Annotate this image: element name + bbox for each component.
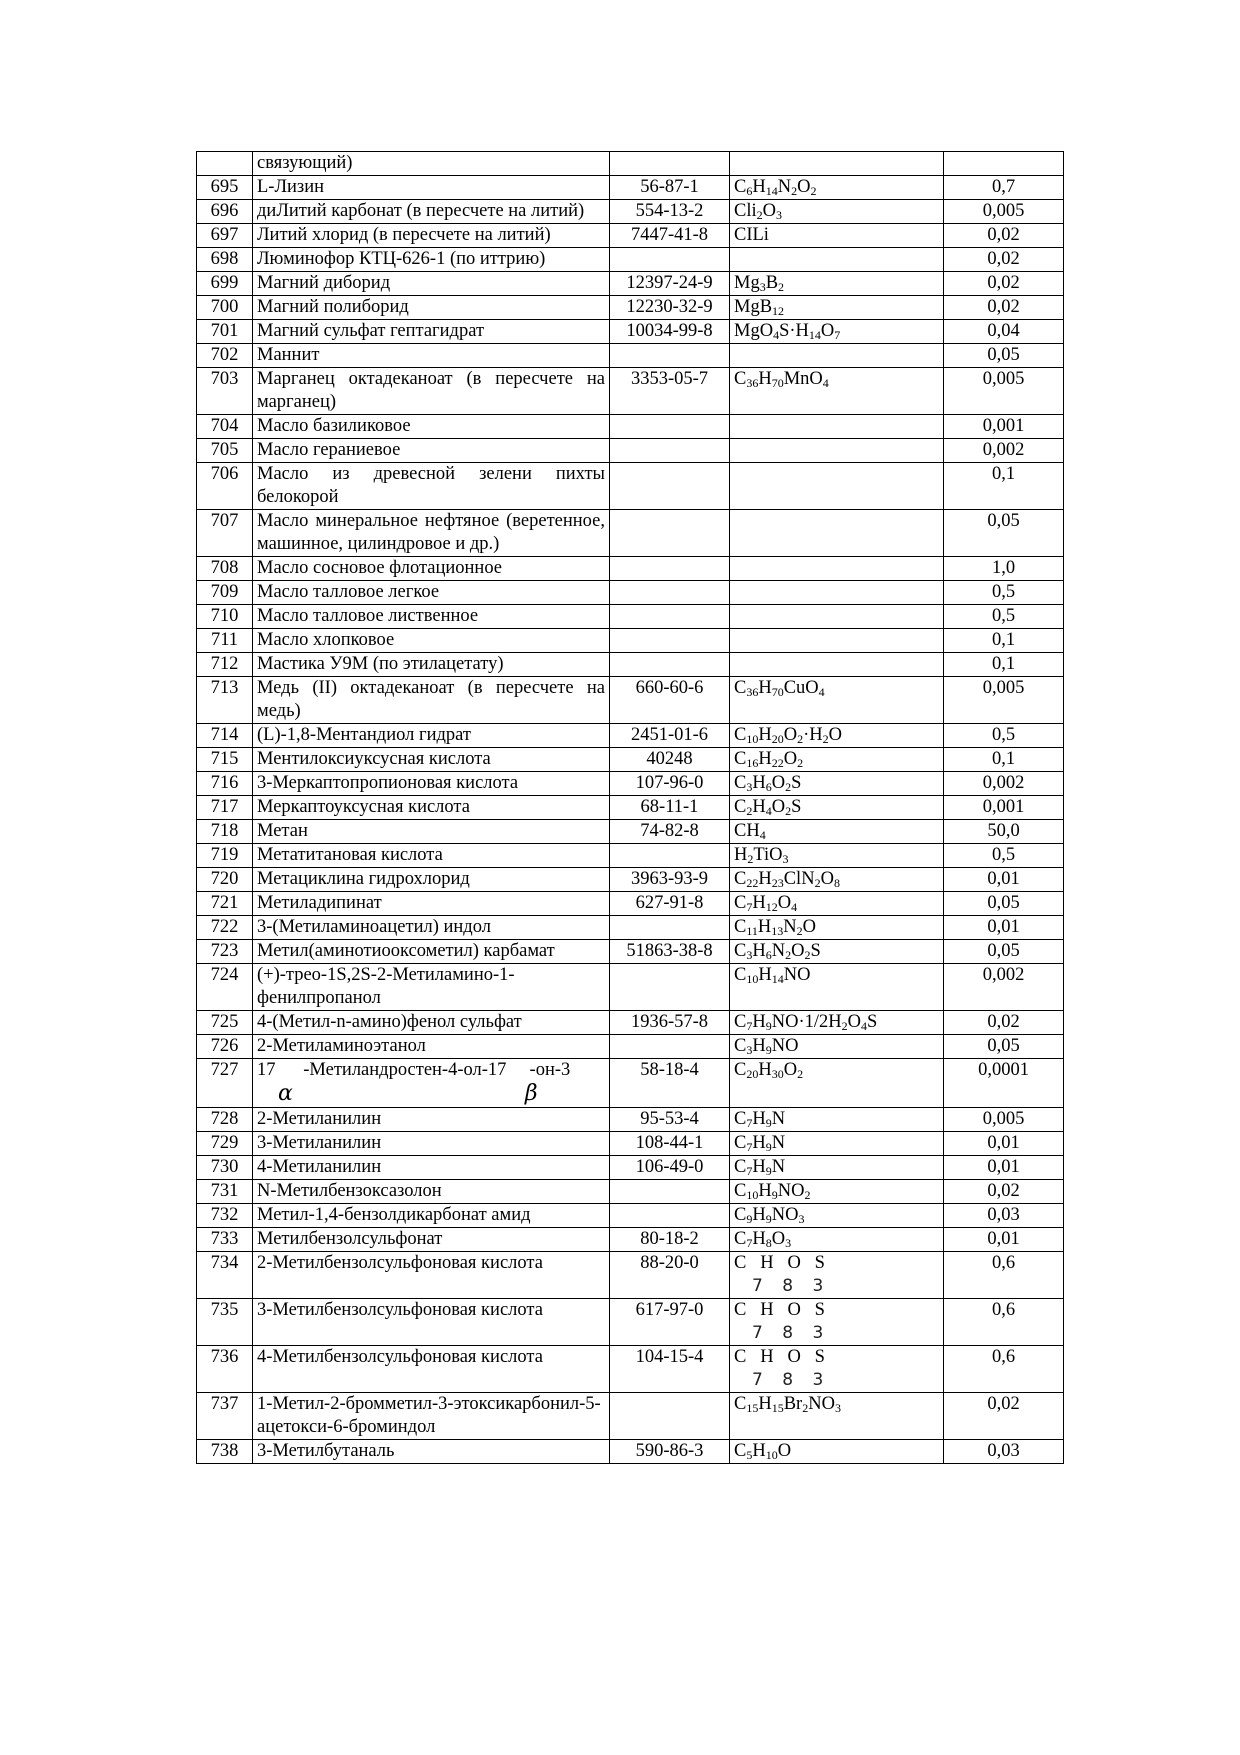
substance-name: L-Лизин <box>253 176 610 200</box>
substance-name: связующий) <box>253 152 610 176</box>
chemical-formula: $C_{10}H_{20}O_2\cdot H_2O$ <box>730 724 944 748</box>
table-row <box>197 605 1064 629</box>
cas-number <box>610 964 730 1011</box>
row-number: 718 <box>197 820 253 844</box>
substance-name: Медь (II) октадеканоат (в пересчете на медь) <box>253 677 610 724</box>
chemical-formula: C H O S 7 8 3 <box>730 1299 944 1346</box>
limit-value: 0,02 <box>944 248 1064 272</box>
limit-value: 0,01 <box>944 916 1064 940</box>
substance-name: (+)-трео-1S,2S-2-Метиламино-1-фенилпропанол <box>253 964 610 1011</box>
cas-number: 627-91-8 <box>610 892 730 916</box>
table-row <box>197 868 1064 892</box>
cas-number <box>610 1393 730 1440</box>
cas-number: 12397-24-9 <box>610 272 730 296</box>
chemical-formula <box>730 629 944 653</box>
row-number: 710 <box>197 605 253 629</box>
table-row <box>197 1440 1064 1464</box>
chemical-formula: C H O S 7 8 3 <box>730 1252 944 1299</box>
cas-number: 660-60-6 <box>610 677 730 724</box>
limit-value: 0,7 <box>944 176 1064 200</box>
substance-name: Метилбензолсульфонат <box>253 1228 610 1252</box>
limit-value: 0,02 <box>944 1393 1064 1440</box>
substance-name: 2-Метиланилин <box>253 1108 610 1132</box>
cas-number: 56-87-1 <box>610 176 730 200</box>
cas-number: 10034-99-8 <box>610 320 730 344</box>
table-row <box>197 1156 1064 1180</box>
limit-value: 0,5 <box>944 724 1064 748</box>
substance-name: Метан <box>253 820 610 844</box>
chemical-formula: $C_{22}H_{23}ClN_2O_8$ <box>730 868 944 892</box>
row-number: 721 <box>197 892 253 916</box>
table-row <box>197 1132 1064 1156</box>
chemical-formula <box>730 605 944 629</box>
table-row <box>197 1035 1064 1059</box>
chemical-formula: $C_{15}H_{15}Br_2NO_3$ <box>730 1393 944 1440</box>
cas-number: 74-82-8 <box>610 820 730 844</box>
limit-value: 0,04 <box>944 320 1064 344</box>
substance-name: 4-(Метил-n-амино)фенол сульфат <box>253 1011 610 1035</box>
cas-number: 3353-05-7 <box>610 368 730 415</box>
substance-name: Метил(аминотиооксометил) карбамат <box>253 940 610 964</box>
chemical-formula <box>730 248 944 272</box>
chemical-formula: $C_3H_6O_2S$ <box>730 772 944 796</box>
substance-name: Метил-1,4-бензолдикарбонат амид <box>253 1204 610 1228</box>
limit-value: 0,02 <box>944 1180 1064 1204</box>
chemical-formula: $C_7H_9N$ <box>730 1108 944 1132</box>
chemical-formula <box>730 152 944 176</box>
substance-name: 3-Метилбутаналь <box>253 1440 610 1464</box>
chemical-formula <box>730 463 944 510</box>
limit-value: 0,1 <box>944 463 1064 510</box>
cas-number <box>610 510 730 557</box>
limit-value: 0,02 <box>944 1011 1064 1035</box>
row-number: 715 <box>197 748 253 772</box>
row-number: 697 <box>197 224 253 248</box>
cas-number <box>610 605 730 629</box>
limit-value: 0,005 <box>944 1108 1064 1132</box>
cas-number: 88-20-0 <box>610 1252 730 1299</box>
row-number: 736 <box>197 1346 253 1393</box>
row-number: 708 <box>197 557 253 581</box>
limit-value: 0,6 <box>944 1252 1064 1299</box>
substance-name: Мастика У9М (по этилацетату) <box>253 653 610 677</box>
table-row <box>197 916 1064 940</box>
substance-name: 2-Метилбензолсульфоновая кислота <box>253 1252 610 1299</box>
row-number: 706 <box>197 463 253 510</box>
chemical-formula <box>730 581 944 605</box>
table-row <box>197 748 1064 772</box>
cas-number <box>610 152 730 176</box>
row-number: 732 <box>197 1204 253 1228</box>
table-row <box>197 1204 1064 1228</box>
limit-value: 0,002 <box>944 772 1064 796</box>
table-row <box>197 1180 1064 1204</box>
substance-name: 17 -Метиландростен-4-ол-17 -он-3 α β <box>253 1059 610 1108</box>
chemical-formula: $C_{11}H_{13}N_2O$ <box>730 916 944 940</box>
row-number: 735 <box>197 1299 253 1346</box>
chemical-formula: $C_2H_4O_2S$ <box>730 796 944 820</box>
table-row <box>197 940 1064 964</box>
chemical-formula <box>730 510 944 557</box>
table-row <box>197 296 1064 320</box>
table-row <box>197 1346 1064 1393</box>
cas-number: 40248 <box>610 748 730 772</box>
table-row <box>197 964 1064 1011</box>
cas-number: 108-44-1 <box>610 1132 730 1156</box>
row-number <box>197 152 253 176</box>
limit-value: 0,1 <box>944 629 1064 653</box>
row-number: 695 <box>197 176 253 200</box>
table-row <box>197 844 1064 868</box>
limit-value: 0,5 <box>944 844 1064 868</box>
cas-number <box>610 1180 730 1204</box>
chemical-formula: $C_{36}H_{70}MnO_4$ <box>730 368 944 415</box>
table-row <box>197 344 1064 368</box>
row-number: 699 <box>197 272 253 296</box>
substance-name: Метатитановая кислота <box>253 844 610 868</box>
row-number: 737 <box>197 1393 253 1440</box>
substance-name: 1-Метил-2-бромметил-3-этоксикарбонил-5-ацетокси-6-броминдол <box>253 1393 610 1440</box>
cas-number: 58-18-4 <box>610 1059 730 1108</box>
row-number: 738 <box>197 1440 253 1464</box>
limit-value: 0,6 <box>944 1346 1064 1393</box>
substance-name: Маннит <box>253 344 610 368</box>
row-number: 707 <box>197 510 253 557</box>
substance-name: 3-Метилбензолсульфоновая кислота <box>253 1299 610 1346</box>
limit-value: 0,001 <box>944 415 1064 439</box>
limit-value: 0,005 <box>944 200 1064 224</box>
limit-value: 0,0001 <box>944 1059 1064 1108</box>
chemical-formula: C H O S 7 8 3 <box>730 1346 944 1393</box>
cas-number: 7447-41-8 <box>610 224 730 248</box>
limit-value: 0,05 <box>944 940 1064 964</box>
chemical-formula <box>730 557 944 581</box>
substance-name: Ментилоксиуксусная кислота <box>253 748 610 772</box>
cas-number <box>610 581 730 605</box>
chemical-formula: $C_5H_{10}O$ <box>730 1440 944 1464</box>
chemical-formula: $C_7H_9NO\cdot 1/2H_2O_4S$ <box>730 1011 944 1035</box>
chemical-formula: $C_{36}H_{70}CuO_4$ <box>730 677 944 724</box>
table-row <box>197 796 1064 820</box>
cas-number: 12230-32-9 <box>610 296 730 320</box>
substances-table <box>196 151 1064 1464</box>
row-number: 711 <box>197 629 253 653</box>
chemical-formula: CILi <box>730 224 944 248</box>
cas-number <box>610 557 730 581</box>
table-row <box>197 1393 1064 1440</box>
substance-name: Марганец октадеканоат (в пересчете на марганец) <box>253 368 610 415</box>
row-number: 719 <box>197 844 253 868</box>
substance-name: Масло гераниевое <box>253 439 610 463</box>
row-number: 727 <box>197 1059 253 1108</box>
row-number: 731 <box>197 1180 253 1204</box>
chemical-formula: $C_3H_6N_2O_2S$ <box>730 940 944 964</box>
chemical-formula: $Cli_2O_3$ <box>730 200 944 224</box>
chemical-formula <box>730 344 944 368</box>
table-row <box>197 892 1064 916</box>
limit-value: 0,03 <box>944 1440 1064 1464</box>
substances-table-body <box>197 152 1064 1464</box>
row-number: 716 <box>197 772 253 796</box>
table-row <box>197 581 1064 605</box>
cas-number <box>610 844 730 868</box>
chemical-formula: $C_9H_9NO_3$ <box>730 1204 944 1228</box>
limit-value: 0,01 <box>944 1228 1064 1252</box>
cas-number <box>610 653 730 677</box>
cas-number: 590-86-3 <box>610 1440 730 1464</box>
limit-value: 0,05 <box>944 344 1064 368</box>
cas-number: 3963-93-9 <box>610 868 730 892</box>
limit-value: 0,05 <box>944 892 1064 916</box>
table-row <box>197 1059 1064 1108</box>
substance-name: 3-Метиланилин <box>253 1132 610 1156</box>
chemical-formula: $H_2TiO_3$ <box>730 844 944 868</box>
row-number: 703 <box>197 368 253 415</box>
limit-value: 0,01 <box>944 1132 1064 1156</box>
row-number: 701 <box>197 320 253 344</box>
substance-name: Масло талловое легкое <box>253 581 610 605</box>
limit-value: 0,02 <box>944 296 1064 320</box>
cas-number <box>610 629 730 653</box>
substance-name: 3-Меркаптопропионовая кислота <box>253 772 610 796</box>
limit-value: 0,001 <box>944 796 1064 820</box>
cas-number: 68-11-1 <box>610 796 730 820</box>
table-row <box>197 724 1064 748</box>
table-row <box>197 224 1064 248</box>
chemical-formula: $C_7H_{12}O_4$ <box>730 892 944 916</box>
row-number: 733 <box>197 1228 253 1252</box>
substance-name: 2-Метиламиноэтанол <box>253 1035 610 1059</box>
table-row <box>197 320 1064 344</box>
table-row <box>197 439 1064 463</box>
row-number: 725 <box>197 1011 253 1035</box>
limit-value: 0,005 <box>944 677 1064 724</box>
substance-name: (L)-1,8-Ментандиол гидрат <box>253 724 610 748</box>
chemical-formula: $C_7H_9N$ <box>730 1132 944 1156</box>
table-row <box>197 1252 1064 1299</box>
substance-name: Масло талловое лиственное <box>253 605 610 629</box>
limit-value: 0,01 <box>944 868 1064 892</box>
chemical-formula: $C_6H_{14}N_2O_2$ <box>730 176 944 200</box>
limit-value: 0,6 <box>944 1299 1064 1346</box>
cas-number <box>610 248 730 272</box>
substance-name: Масло минеральное нефтяное (веретенное, машинное, цилиндровое и др.) <box>253 510 610 557</box>
row-number: 698 <box>197 248 253 272</box>
chemical-formula: $C_7H_8O_3$ <box>730 1228 944 1252</box>
limit-value: 1,0 <box>944 557 1064 581</box>
table-row <box>197 415 1064 439</box>
chemical-formula: $CH_4$ <box>730 820 944 844</box>
chemical-formula: $C_{10}H_9NO_2$ <box>730 1180 944 1204</box>
cas-number <box>610 1204 730 1228</box>
row-number: 720 <box>197 868 253 892</box>
row-number: 722 <box>197 916 253 940</box>
substance-name: Масло сосновое флотационное <box>253 557 610 581</box>
chemical-formula <box>730 653 944 677</box>
row-number: 726 <box>197 1035 253 1059</box>
limit-value: 0,05 <box>944 510 1064 557</box>
row-number: 724 <box>197 964 253 1011</box>
row-number: 712 <box>197 653 253 677</box>
cas-number <box>610 916 730 940</box>
table-row <box>197 510 1064 557</box>
cas-number: 104-15-4 <box>610 1346 730 1393</box>
row-number: 714 <box>197 724 253 748</box>
cas-number <box>610 415 730 439</box>
table-row <box>197 1228 1064 1252</box>
substance-name: Масло хлопковое <box>253 629 610 653</box>
table-row <box>197 820 1064 844</box>
row-number: 709 <box>197 581 253 605</box>
chemical-formula: $Mg_3B_2$ <box>730 272 944 296</box>
substance-name: Масло базиликовое <box>253 415 610 439</box>
substance-name: 4-Метиланилин <box>253 1156 610 1180</box>
substance-name: диЛитий карбонат (в пересчете на литий) <box>253 200 610 224</box>
substance-name: Люминофор КТЦ-626-1 (по иттрию) <box>253 248 610 272</box>
table-row <box>197 176 1064 200</box>
table-row <box>197 557 1064 581</box>
chemical-formula <box>730 439 944 463</box>
table-row <box>197 1011 1064 1035</box>
row-number: 702 <box>197 344 253 368</box>
table-row <box>197 677 1064 724</box>
row-number: 700 <box>197 296 253 320</box>
chemical-formula: $MgO_4S\cdot H_{14}O_7$ <box>730 320 944 344</box>
table-row <box>197 629 1064 653</box>
cas-number: 107-96-0 <box>610 772 730 796</box>
chemical-formula: $C_{10}H_{14}NO$ <box>730 964 944 1011</box>
row-number: 704 <box>197 415 253 439</box>
limit-value: 50,0 <box>944 820 1064 844</box>
chemical-formula: $C_3H_9NO$ <box>730 1035 944 1059</box>
cas-number <box>610 1035 730 1059</box>
table-row <box>197 272 1064 296</box>
table-row <box>197 463 1064 510</box>
cas-number <box>610 463 730 510</box>
substance-name: Меркаптоуксусная кислота <box>253 796 610 820</box>
limit-value: 0,02 <box>944 224 1064 248</box>
table-row <box>197 653 1064 677</box>
limit-value <box>944 152 1064 176</box>
cas-number <box>610 439 730 463</box>
cas-number: 1936-57-8 <box>610 1011 730 1035</box>
table-row <box>197 772 1064 796</box>
limit-value: 0,01 <box>944 1156 1064 1180</box>
limit-value: 0,002 <box>944 439 1064 463</box>
limit-value: 0,005 <box>944 368 1064 415</box>
cas-number: 51863-38-8 <box>610 940 730 964</box>
cas-number <box>610 344 730 368</box>
cas-number: 554-13-2 <box>610 200 730 224</box>
row-number: 717 <box>197 796 253 820</box>
row-number: 723 <box>197 940 253 964</box>
row-number: 734 <box>197 1252 253 1299</box>
substance-name: 3-(Метиламиноацетил) индол <box>253 916 610 940</box>
row-number: 696 <box>197 200 253 224</box>
substance-name: Магний полиборид <box>253 296 610 320</box>
chemical-formula <box>730 415 944 439</box>
chemical-formula: $C_{20}H_{30}O_2$ <box>730 1059 944 1108</box>
cas-number: 106-49-0 <box>610 1156 730 1180</box>
substance-name: Магний сульфат гептагидрат <box>253 320 610 344</box>
limit-value: 0,1 <box>944 653 1064 677</box>
limit-value: 0,5 <box>944 605 1064 629</box>
substance-name: Магний диборид <box>253 272 610 296</box>
cas-number: 2451-01-6 <box>610 724 730 748</box>
substance-name: N-Метилбензоксазолон <box>253 1180 610 1204</box>
chemical-formula: $C_7H_9N$ <box>730 1156 944 1180</box>
limit-value: 0,5 <box>944 581 1064 605</box>
table-row <box>197 1299 1064 1346</box>
cas-number: 617-97-0 <box>610 1299 730 1346</box>
substance-name: Метациклина гидрохлорид <box>253 868 610 892</box>
cas-number: 80-18-2 <box>610 1228 730 1252</box>
chemical-formula: $C_{16}H_{22}O_2$ <box>730 748 944 772</box>
chemical-formula: MgB$_{12}$ <box>730 296 944 320</box>
row-number: 713 <box>197 677 253 724</box>
limit-value: 0,02 <box>944 272 1064 296</box>
substance-name: Литий хлорид (в пересчете на литий) <box>253 224 610 248</box>
table-row <box>197 368 1064 415</box>
row-number: 730 <box>197 1156 253 1180</box>
row-number: 728 <box>197 1108 253 1132</box>
substance-name: 4-Метилбензолсульфоновая кислота <box>253 1346 610 1393</box>
row-number: 729 <box>197 1132 253 1156</box>
limit-value: 0,05 <box>944 1035 1064 1059</box>
cas-number: 95-53-4 <box>610 1108 730 1132</box>
table-row <box>197 200 1064 224</box>
limit-value: 0,03 <box>944 1204 1064 1228</box>
substance-name: Метиладипинат <box>253 892 610 916</box>
row-number: 705 <box>197 439 253 463</box>
substance-name: Масло из древесной зелени пихты белокорой <box>253 463 610 510</box>
table-row <box>197 1108 1064 1132</box>
limit-value: 0,1 <box>944 748 1064 772</box>
table-row <box>197 248 1064 272</box>
limit-value: 0,002 <box>944 964 1064 1011</box>
table-row-continuation <box>197 152 1064 176</box>
